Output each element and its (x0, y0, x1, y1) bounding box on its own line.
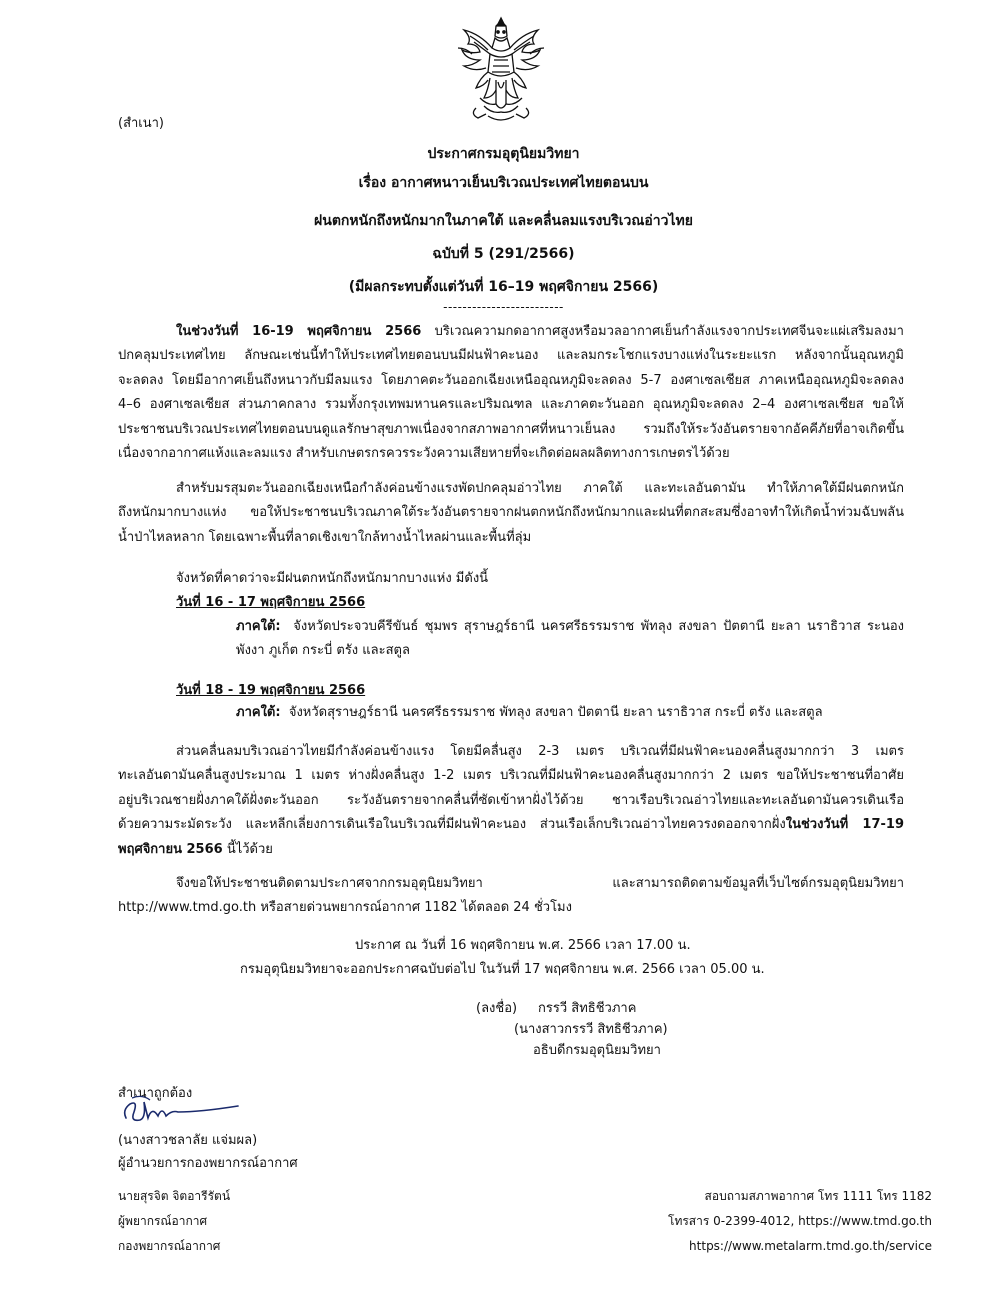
division-name: กองพยากรณ์อากาศ (118, 1239, 221, 1253)
text-line: ด้วยความระมัดระวัง และหลีกเลี่ยงการเดินเรือในบริเวณที่มีฝนฟ้าคะนอง ส่วนเรือเล็กบริเวณอ่าวไทยควรงดออกจากฝั่ง (118, 817, 786, 833)
subject-line: เรื่อง อากาศหนาวเย็นบริเวณประเทศไทยตอนบน (358, 175, 649, 191)
text-line: จังหวัดสุราษฎร์ธานี นครศรีธรรมราช พัทลุง สงขลา ปัตตานี ยะลา นราธิวาส กระบี่ ตรัง และสตูล (288, 705, 823, 720)
certifier-position: ผู้อำนวยการกองพยากรณ์อากาศ (118, 1156, 298, 1171)
bold-date: ในช่วงวันที่ 17-19 (785, 817, 904, 833)
certify-label: สำเนาถูกต้อง (118, 1086, 193, 1101)
text-line: ปกคลุมประเทศไทย ลักษณะเช่นนี้ทำให้ประเทศไทยตอนบนมีฝนฟ้าคะนอง และลมกระโชกแรงบางแห่งในระยะแรก หลังจากนั้นอุณหภูมิ (118, 348, 904, 364)
paragraph-follow-up (118, 872, 904, 921)
handwritten-signature (120, 1092, 244, 1126)
separator-line: ------------------------- (443, 300, 564, 314)
provinces-list-2 (236, 701, 823, 722)
text-line: http://www.tmd.go.th หรือสายด่วนพยากรณ์อากาศ 1182 ได้ตลอด 24 ชั่วโมง (118, 900, 572, 916)
text-line: จึงขอให้ประชาชนติดตามประกาศจากกรมอุตุนิยมวิทยา และสามารถติดตามข้อมูลที่เว็บไซต์กรมอุตุนิยมวิทยา (176, 876, 904, 891)
text-line: ส่วนคลื่นลมบริเวณอ่าวไทยมีกำลังค่อนข้างแรง โดยมีคลื่นสูง 2-3 เมตร บริเวณที่มีฝนฟ้าคะนองคลื่นสูงมากกว่า 3 เมตร (176, 744, 904, 759)
text-line: เนื่องจากอากาศแห้งและลมแรง สำหรับเกษตรกรควรระวังความเสียหายที่จะเกิดต่อผลผลิตทางการเกษตรไว้ด้วย (118, 446, 730, 462)
announce-date: ประกาศ ณ วันที่ 16 พฤศจิกายน พ.ศ. 2566 เวลา 17.00 น. (355, 938, 691, 953)
provinces-intro: จังหวัดที่คาดว่าจะมีฝนตกหนักถึงหนักมากบางแห่ง มีดังนี้ (176, 571, 489, 586)
signatory-position: อธิบดีกรมอุตุนิยมวิทยา (533, 1043, 661, 1058)
paragraph-waves (118, 740, 904, 862)
text-line: นี้ไว้ด้วย (222, 841, 273, 857)
text-line: จังหวัดประจวบคีรีขันธ์ ชุมพร สุราษฎร์ธานี นครศรีธรรมราช พัทลุง สงขลา ปัตตานี ยะลา นราธิวาส ระนอง (293, 619, 905, 634)
date-range-1: วันที่ 16 - 17 พฤศจิกายน 2566 (176, 595, 366, 610)
paragraph-monsoon (118, 477, 904, 550)
signatory-name: กรรวี สิทธิชีวภาค (538, 1001, 637, 1016)
text-line: สำหรับมรสุมตะวันออกเฉียงเหนือกำลังค่อนข้างแรงพัดปกคลุมอ่าวไทย ภาคใต้ และทะเลอันดามัน ทำให้ภาคใต้มีฝนตกหนัก (176, 481, 904, 496)
signed-label: (ลงชื่อ) (476, 1001, 518, 1016)
subject-line-2: ฝนตกหนักถึงหนักมากในภาคใต้ และคลื่นลมแรงบริเวณอ่าวไทย (314, 213, 693, 229)
text-line: อยู่บริเวณชายฝั่งภาคใต้ฝั่งตะวันออก ระวังอันตรายจากคลื่นที่ซัดเข้าหาฝั่งไว้ด้วย ชาวเรือบริเวณอ่าวไทยและทะเลอันดามันควรเดินเรือ (118, 792, 904, 808)
provinces-list-1 (236, 615, 904, 636)
text-line: บริเวณความกดอากาศสูงหรือมวลอากาศเย็นกำลังแรงจากประเทศจีนจะแผ่เสริมลงมา (434, 324, 904, 339)
provinces-list-1-cont: พังงา ภูเก็ต กระบี่ ตรัง และสตูล (236, 643, 410, 658)
footer-contacts-right (560, 1184, 932, 1259)
text-line: ทะเลอันดามันคลื่นสูงประมาณ 1 เมตร ห่างฝั่งคลื่นสูง 1-2 เมตร บริเวณที่มีฝนฟ้าคะนองคลื่นสูงมากกว่า 2 เมตร ขอให้ประชาชนที่อาศัย (118, 768, 904, 784)
hotline-info: สอบถามสภาพอากาศ โทร 1111 โทร 1182 (704, 1189, 932, 1203)
region-label: ภาคใต้: (236, 705, 281, 720)
paragraph-cold-air (118, 320, 904, 466)
forecaster-name: นายสุรจิต จิตอารีรัตน์ (118, 1189, 231, 1203)
copy-mark: (สำเนา) (118, 116, 165, 131)
date-range-2: วันที่ 18 - 19 พฤศจิกายน 2566 (176, 683, 366, 698)
signatory-full-name: (นางสาวกรรวี สิทธิชีวภาค) (514, 1022, 668, 1037)
text-line: จะลดลง โดยมีอากาศเย็นถึงหนาวกับมีลมแรง โดยภาคตะวันออกเฉียงเหนืออุณหภูมิจะลดลง 5-7 องศาเซลเซียส ภาคเหนืออุณหภูมิจะลดลง (118, 372, 904, 388)
certifier-name: (นางสาวชลาลัย แจ่มผล) (118, 1133, 258, 1148)
text-line: น้ำป่าไหลหลาก โดยเฉพาะพื้นที่ลาดเชิงเขาใกล้ทางน้ำไหลผ่านและพื้นที่ลุ่ม (118, 529, 532, 545)
paragraph-lead: ในช่วงวันที่ 16-19 พฤศจิกายน 2566 (176, 324, 422, 339)
fax-website: โทรสาร 0-2399-4012, https://www.tmd.go.th (668, 1214, 932, 1228)
bold-date: พฤศจิกายน 2566 (118, 841, 223, 857)
forecaster-title: ผู้พยากรณ์อากาศ (118, 1214, 208, 1228)
effective-period: (มีผลกระทบตั้งแต่วันที่ 16–19 พฤศจิกายน 2566) (348, 279, 659, 295)
issue-number: ฉบับที่ 5 (291/2566) (432, 246, 575, 262)
next-announcement: กรมอุตุนิยมวิทยาจะออกประกาศฉบับต่อไป ในวันที่ 17 พฤศจิกายน พ.ศ. 2566 เวลา 05.00 น. (240, 962, 765, 977)
footer-contacts-left (118, 1184, 230, 1259)
announcement-title: ประกาศกรมอุตุนิยมวิทยา (427, 146, 580, 162)
text-line: 4–6 องศาเซลเซียส ส่วนภาคกลาง รวมทั้งกรุงเทพมหานครและปริมณฑล และภาคตะวันออก อุณหภูมิจะลดลง 2–4 องศาเซลเซียส ขอให้ (118, 397, 904, 413)
garuda-emblem-icon (450, 14, 552, 126)
region-label: ภาคใต้: (236, 619, 281, 634)
service-url: https://www.metalarm.tmd.go.th/service (689, 1239, 932, 1253)
text-line: ถึงหนักมากบางแห่ง ขอให้ประชาชนบริเวณภาคใต้ระวังอันตรายจากฝนตกหนักถึงหนักมากและฝนที่ตกสะสมซึ่งอาจทำให้เกิดน้ำท่วมฉับพลัน (118, 505, 904, 521)
text-line: ประชาชนบริเวณประเทศไทยตอนบนดูแลรักษาสุขภาพเนื่องจากสภาพอากาศที่หนาวเย็นลง รวมถึงให้ระวังอันตรายจากอัคคีภัยที่อาจเกิดขึ้น (118, 421, 904, 437)
